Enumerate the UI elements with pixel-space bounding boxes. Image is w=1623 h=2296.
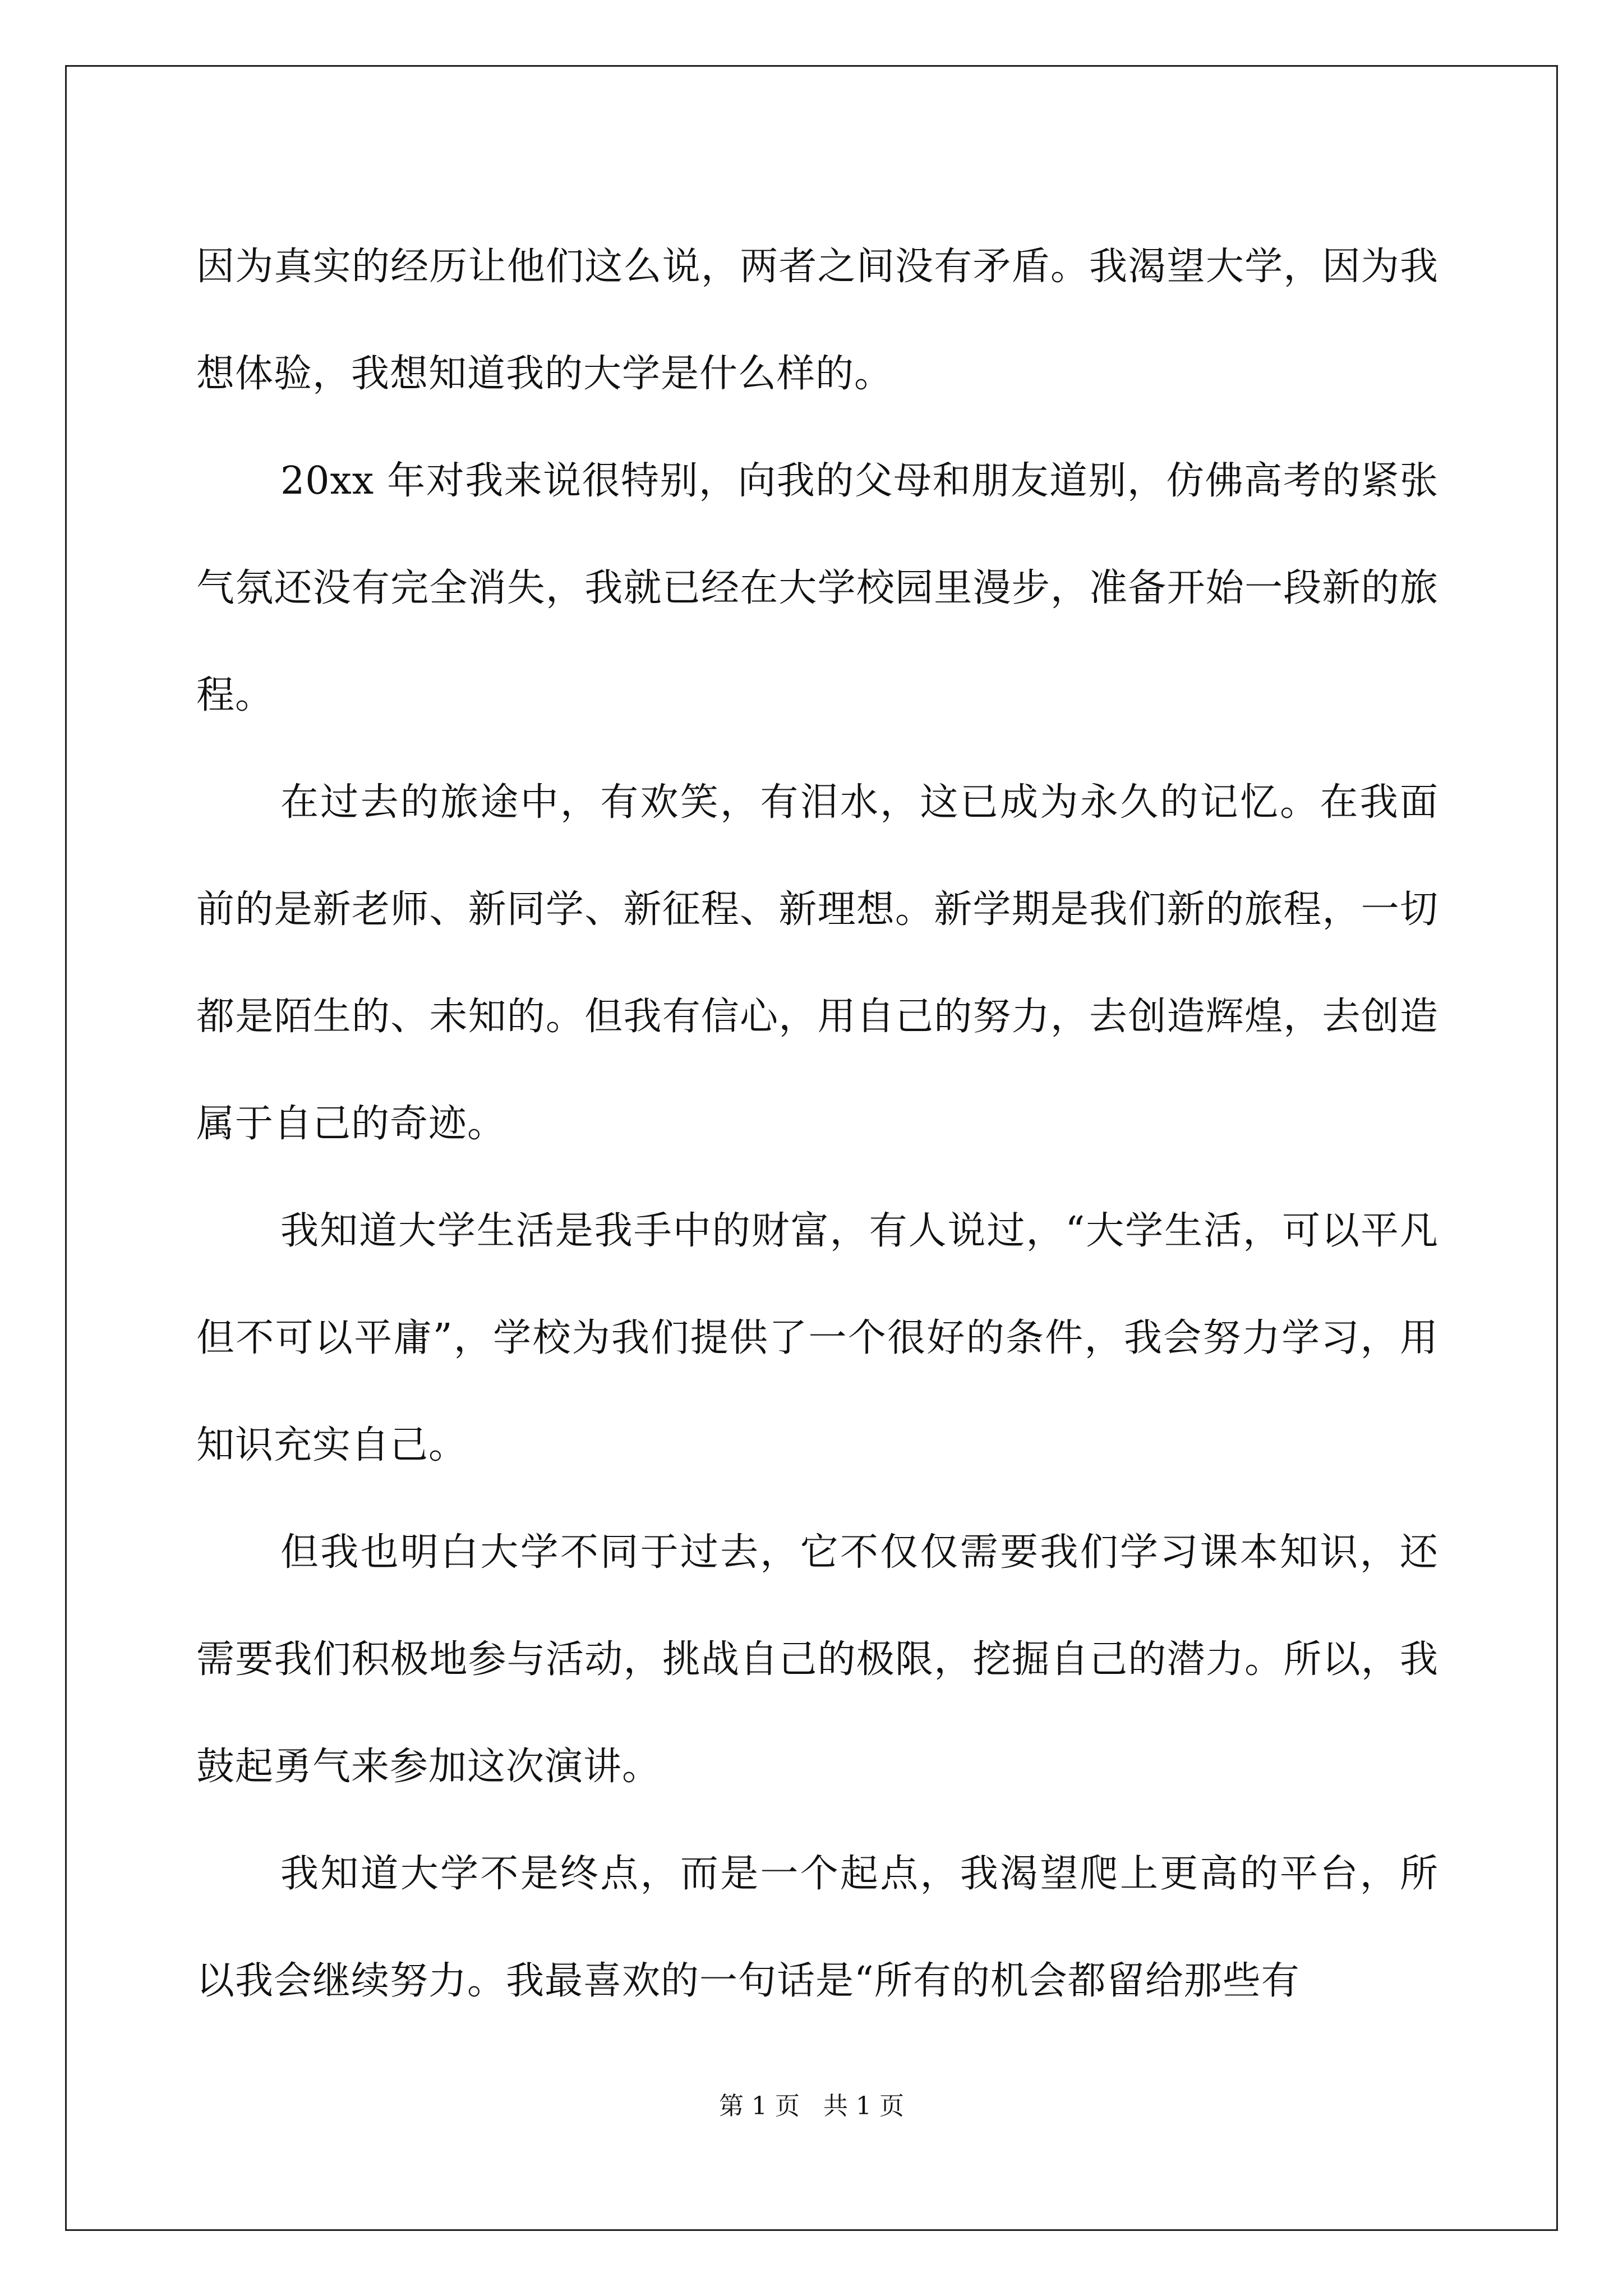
- document-body: [196, 213, 1438, 2035]
- paragraph-3: 在过去的旅途中，有欢笑，有泪水，这已成为永久的记忆。在我面前的是新老师、新同学、新征程、新理想。新学期是我们新的旅程，一切都是陌生的、未知的。但我有信心，用自己的努力，去创造辉煌，去创造属于自己的奇迹。: [196, 780, 1438, 1146]
- paragraph-2: 20xx 年对我来说很特别，向我的父母和朋友道别，仿佛高考的紧张气氛还没有完全消失，我就已经在大学校园里漫步，准备开始一段新的旅程。: [196, 459, 1439, 717]
- paragraph-4: 我知道大学生活是我手中的财富，有人说过，“大学生活，可以平凡但不可以平庸”，学校为我们提供了一个很好的条件，我会努力学习，用知识充实自己。: [196, 1209, 1438, 1467]
- paragraph-6: 我知道大学不是终点，而是一个起点，我渴望爬上更高的平台，所以我会继续努力。我最喜欢的一句话是“所有的机会都留给那些有: [196, 1852, 1438, 2003]
- page-number-footer: 第 1 页 共 1 页: [719, 2092, 904, 2120]
- paragraph-5: 但我也明白大学不同于过去，它不仅仅需要我们学习课本知识，还需要我们积极地参与活动，挑战自己的极限，挖掘自己的潜力。所以，我鼓起勇气来参加这次演讲。: [196, 1530, 1438, 1789]
- paragraph-1: 因为真实的经历让他们这么说，两者之间没有矛盾。我渴望大学，因为我想体验，我想知道我的大学是什么样的。: [196, 245, 1438, 396]
